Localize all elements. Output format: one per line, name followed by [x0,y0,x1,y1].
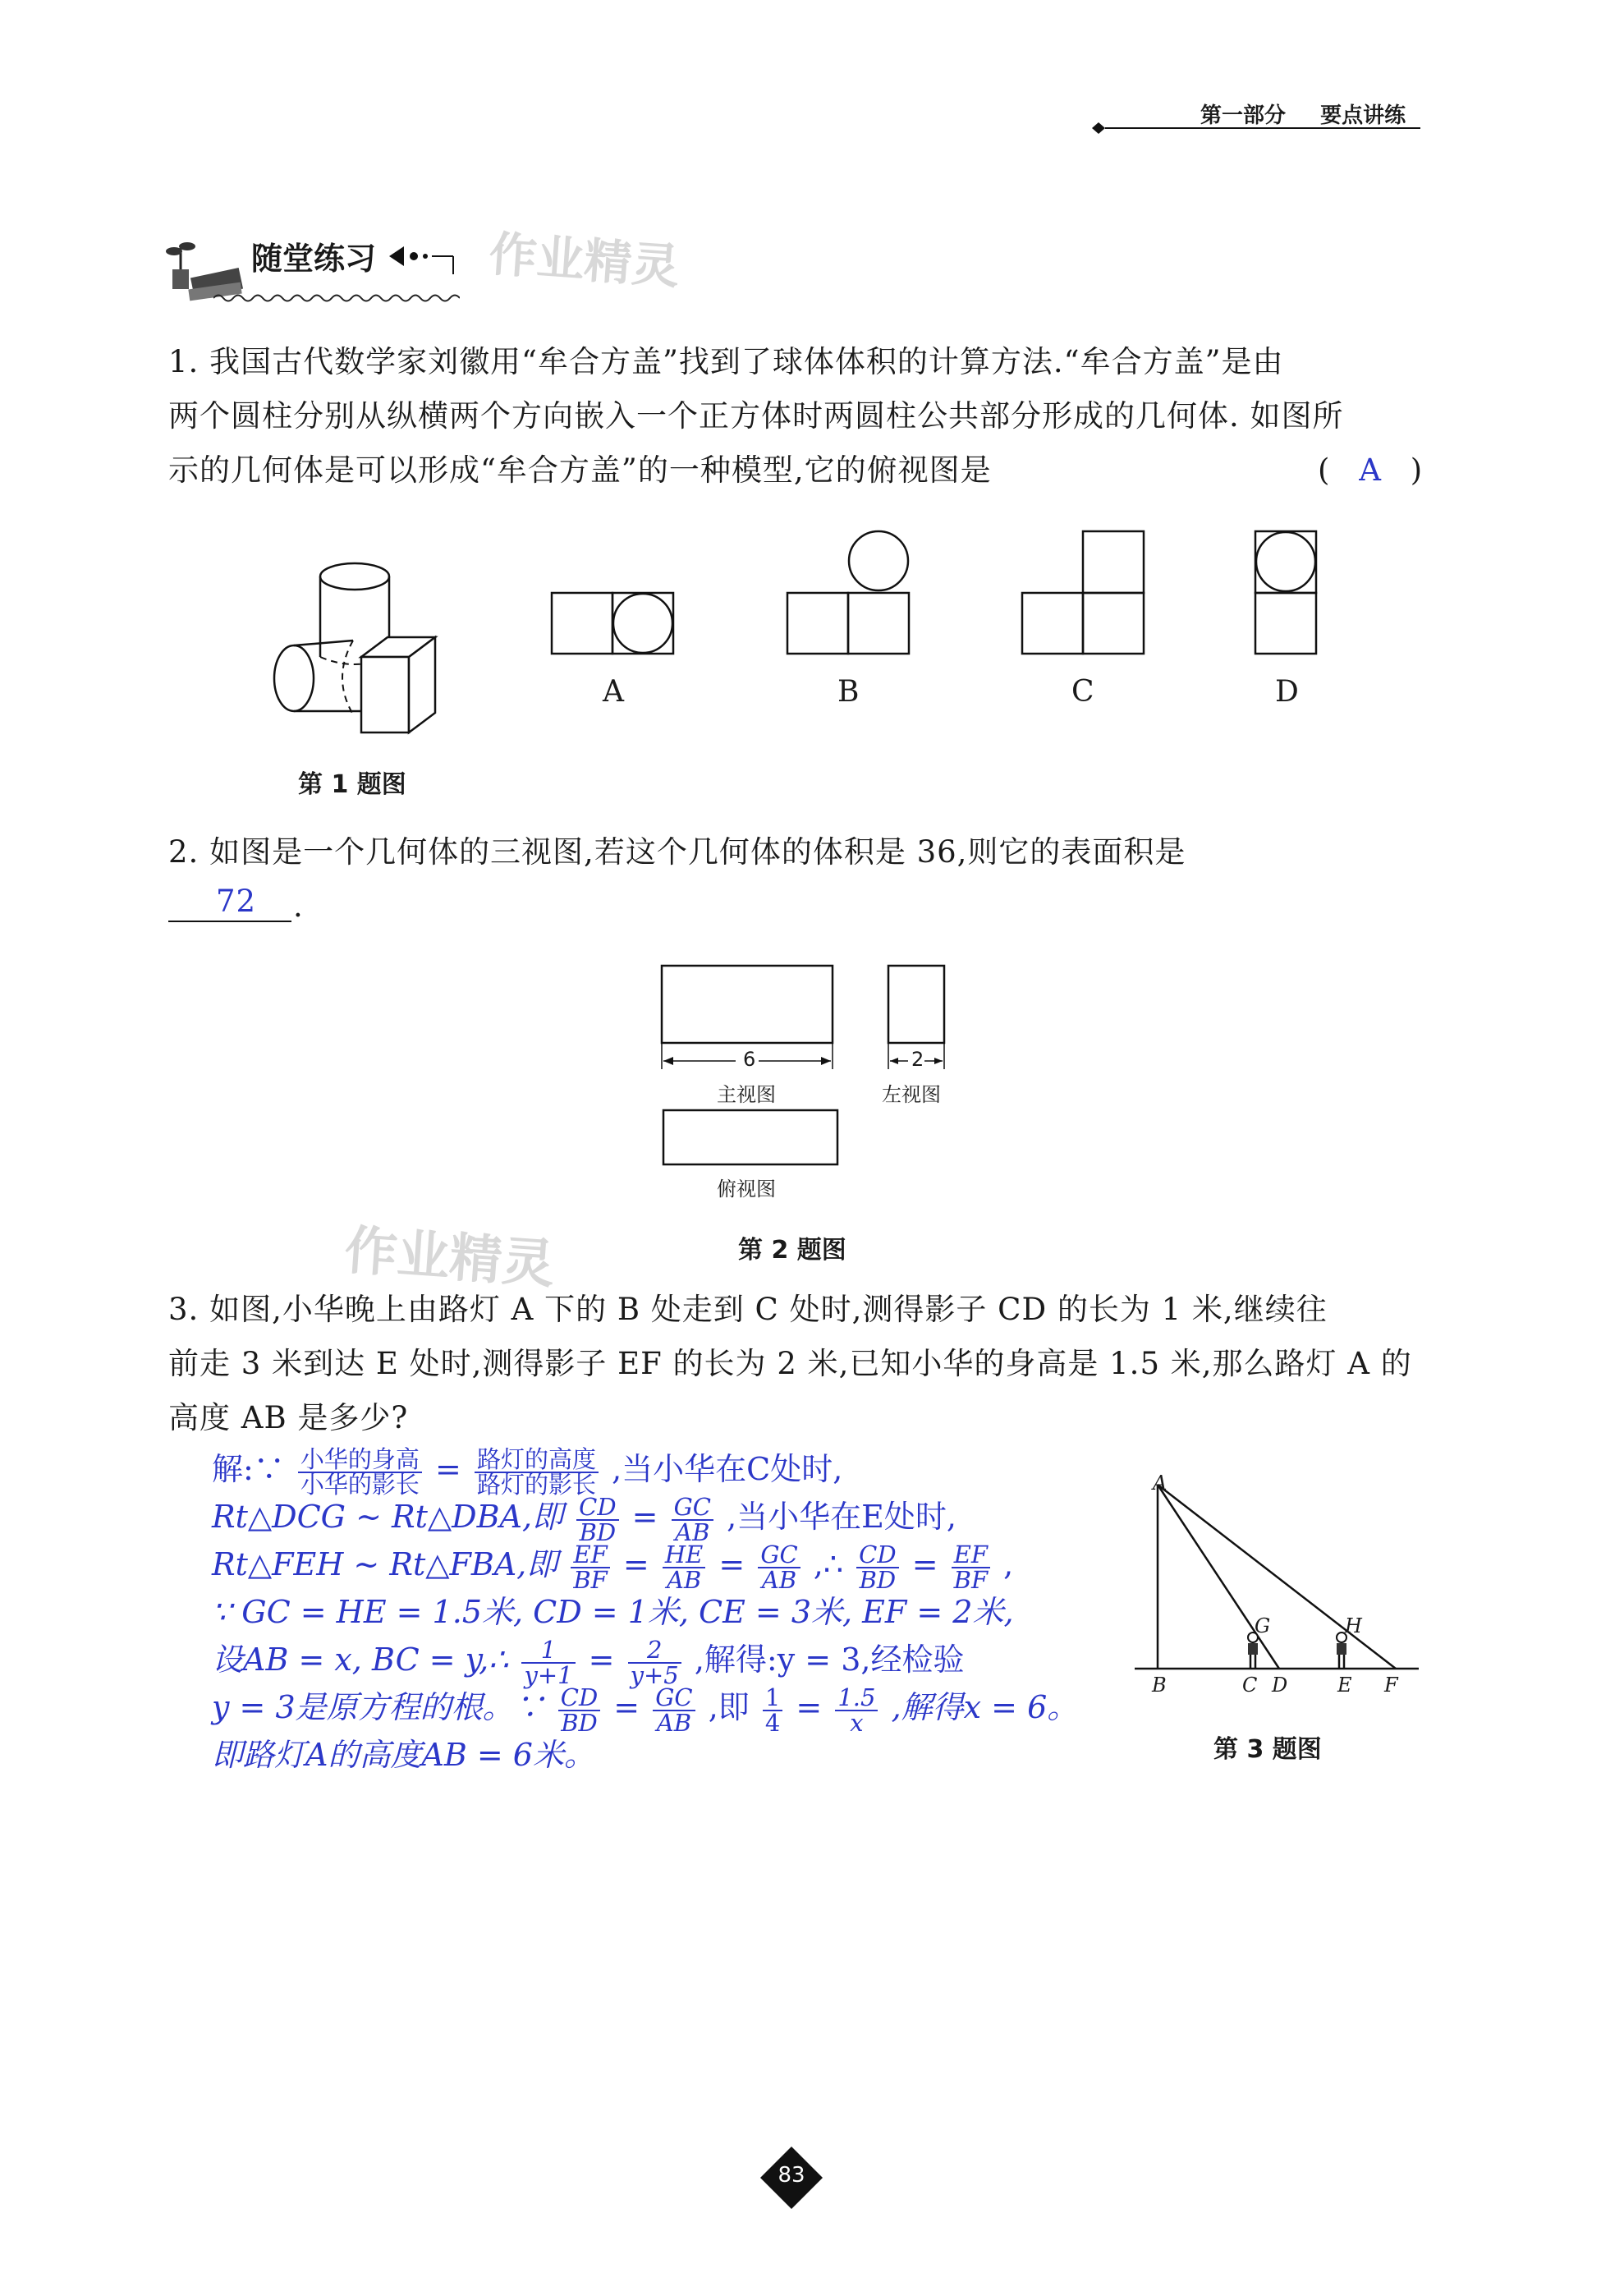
q1-option-d-label: D [1275,675,1299,709]
q2-answer: 72 [216,884,257,919]
q1-line-3: 示的几何体是可以形成“牟合方盖”的一种模型,它的俯视图是 [168,452,992,488]
arrow-dots-icon [386,241,460,274]
q3-solution [212,1445,1115,1779]
q1-option-b-figure [786,530,911,657]
person-at-c-icon [1248,1632,1258,1669]
point-label-g: G [1255,1614,1271,1637]
q1-option-a-label: A [603,675,624,709]
q1-option-a-figure [550,591,675,655]
wavy-underline-icon [213,292,460,304]
page-number: 83 [778,2163,805,2188]
q1-line-2: 两个圆柱分别从纵横两个方向嵌入一个正方体时两圆柱公共部分形成的几何体. 如图所 [168,398,1344,434]
point-label-e: E [1337,1674,1352,1697]
q1-paren-open: ( [1318,452,1331,488]
solution-line-2: Rt△DCG ∼ Rt△DBA,即 $\frac{CD}{BD}$ = $\frac{GC}{AB}$ ,当小华在E处时, [212,1492,956,1546]
q1-text [168,335,1433,498]
section-banner [164,223,468,314]
q2-period: . [293,889,304,924]
q1-answer: A [1359,452,1382,488]
q2-text [168,825,1433,934]
q2-line-1: 2. 如图是一个几何体的三视图,若这个几何体的体积是 36,则它的表面积是 [168,834,1186,870]
q3-text [168,1283,1433,1445]
q3-streetlight-figure [1131,1470,1427,1708]
q1-option-b-label: B [837,675,860,709]
header-section: 要点讲练 [1320,103,1406,128]
q1-option-c-label: C [1071,675,1094,709]
q3-line-2: 前走 3 米到达 E 处时,测得影子 EF 的长为 2 米,已知小华的身高是 1.5 米,那么路灯 A 的 [168,1346,1412,1381]
q1-caption: 第 1 题图 [298,770,406,799]
q3-caption: 第 3 题图 [1213,1735,1322,1764]
q2-caption: 第 2 题图 [738,1236,846,1265]
q1-option-d-figure [1254,530,1319,657]
q3-line-1: 3. 如图,小华晚上由路灯 A 下的 B 处走到 C 处时,测得影子 CD 的长为 1 米,继续往 [168,1292,1328,1327]
point-label-c: C [1242,1674,1258,1697]
solution-line-6: y = 3是原方程的根。∵ $\frac{CD}{BD}$ = $\frac{GC}{AB}$ ,即 $\frac{1}{4}$ = $\frac{1.5}{x}$ ,解得x = 6。 [212,1683,1079,1737]
header-part: 第一部分 [1200,103,1287,128]
point-label-a: A [1153,1472,1167,1495]
q2-dim-side: 2 [911,1048,924,1071]
q2-top-view [660,1107,842,1169]
q1-option-c-figure [1021,530,1145,657]
solution-line-4: ∵ GC = HE = 1.5米, CD = 1米, CE = 3米, EF = 2米, [212,1594,1014,1630]
q2-label-top: 俯视图 [717,1178,776,1201]
point-label-d: D [1272,1674,1288,1697]
watermark-top: 作业精灵 [487,225,681,295]
section-title: 随堂练习 [251,241,377,277]
watermark-middle: 作业精灵 [342,1220,557,1296]
person-at-e-icon [1337,1632,1346,1669]
solution-line-3: Rt△FEH ∼ Rt△FBA,即 $\frac{EF}{BF}$ = $\frac{HE}{AB}$ = $\frac{GC}{AB}$ ,∴ $\frac{CD}{BD}$ = $\frac{EF}{BF}$ , [212,1540,1014,1594]
solution-line-5: 设AB = x, BC = y,∴ $\frac{1}{y+1}$ = $\frac{2}{y+5}$ ,解得:y = 3,经检验 [212,1635,965,1689]
solution-line-7: 即路灯A的高度AB = 6米。 [212,1737,595,1773]
q2-label-main: 主视图 [717,1083,776,1106]
point-label-h: H [1345,1614,1362,1637]
q1-model-figure [263,558,452,747]
q3-line-3: 高度 AB 是多少? [168,1400,409,1435]
q2-label-side: 左视图 [882,1083,941,1106]
solution-line-1: 解:∵ $\frac{\text{小华的身高}}{\text{小华的影长}}$ = $\frac{\text{路灯的高度}}{\text{路灯的影长}}$ ,当小华在C处时, [212,1444,843,1499]
q2-dim-main: 6 [743,1048,756,1071]
q1-paren-close: ) [1410,452,1424,488]
point-label-f: F [1384,1674,1398,1697]
q1-line-1: 1. 我国古代数学家刘徽用“牟合方盖”找到了球体体积的计算方法.“牟合方盖”是由 [168,344,1284,379]
point-label-b: B [1152,1674,1167,1697]
running-header [1092,103,1420,136]
